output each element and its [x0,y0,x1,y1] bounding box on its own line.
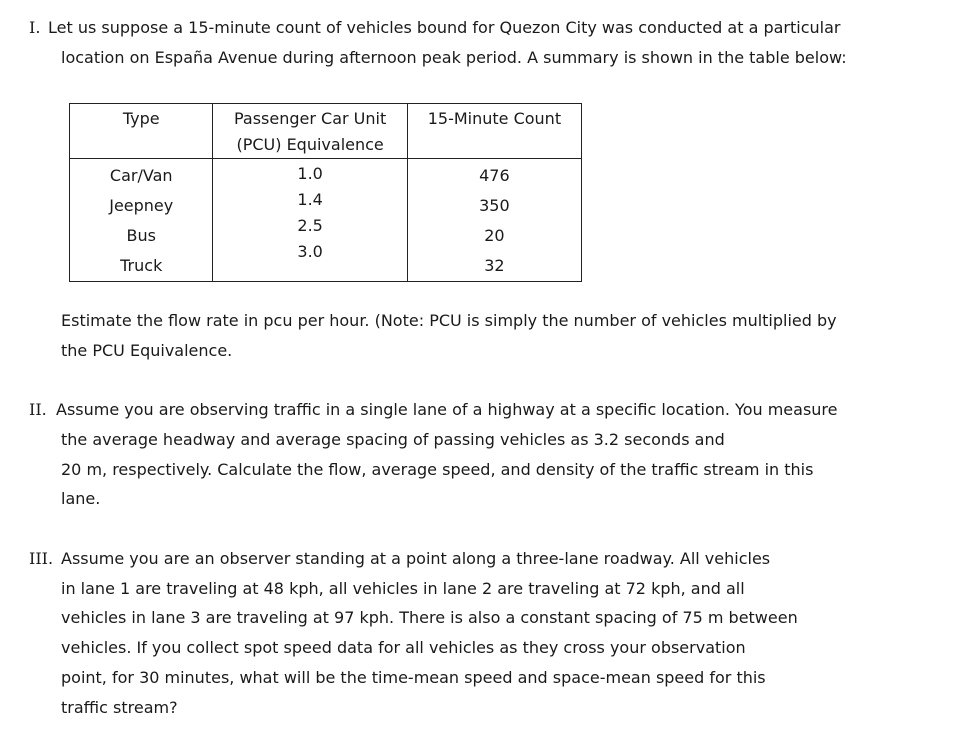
pcu-cell: 1.0 [297,164,323,183]
type-cell: Bus [126,226,156,245]
section-1-line-1: Let us suppose a 15-minute count of vehicles bound for Quezon City was conducted at a particular [48,18,841,37]
count-cell: 350 [479,196,510,215]
section-2-line-1: Assume you are observing traffic in a single lane of a highway at a specific location. You measure [56,400,838,419]
table-body-row [70,159,582,282]
section-1-question-line-1: Estimate the flow rate in pcu per hour. (Note: PCU is simply the number of vehicles multiplied by [61,311,837,330]
section-1-line-2: location on España Avenue during afternoon peak period. A summary is shown in the table below: [61,48,847,67]
section-2-line-3: 20 m, respectively. Calculate the flow, average speed, and density of the traffic stream in this [61,460,814,479]
section-2-line-4: lane. [61,489,101,508]
table-header-row [70,104,582,159]
header-pcu-equivalence [213,104,407,159]
section-3-line-1: Assume you are an observer standing at a point along a three-lane roadway. All vehicles [61,549,771,568]
section-2-numeral: II. [29,400,47,419]
section-3-numeral: III. [29,549,54,568]
pcu-cell: 1.4 [297,190,323,209]
section-3-line-5: point, for 30 minutes, what will be the time-mean speed and space-mean speed for this [61,668,766,687]
pcu-cell: 2.5 [297,216,323,235]
header-type: Type [70,104,213,159]
type-cell: Jeepney [109,196,174,215]
count-cell: 20 [484,226,505,245]
section-1-numeral: I. [29,18,41,37]
count-column [407,159,581,282]
count-cell: 476 [479,166,510,185]
pcu-table [69,103,582,282]
section-3-line-4: vehicles. If you collect spot speed data for all vehicles as they cross your observation [61,638,746,657]
pcu-column [213,159,407,282]
header-pcu-line-1: Passenger Car Unit [233,109,387,128]
section-3-line-2: in lane 1 are traveling at 48 kph, all vehicles in lane 2 are traveling at 72 kph, and all [61,579,745,598]
section-3-line-3: vehicles in lane 3 are traveling at 97 kph. There is also a constant spacing of 75 m between [61,608,798,627]
section-2-line-2: the average headway and average spacing of passing vehicles as 3.2 seconds and [61,430,725,449]
type-cell: Truck [120,256,163,275]
type-cell: Car/Van [109,166,173,185]
type-column [70,159,213,282]
pcu-cell: 3.0 [297,242,323,261]
section-3-line-6: traffic stream? [61,698,178,717]
header-count: 15-Minute Count [407,104,581,159]
count-cell: 32 [484,256,505,275]
header-pcu-line-2: (PCU) Equivalence [236,135,384,154]
section-1-question-line-2: the PCU Equivalence. [61,341,233,360]
